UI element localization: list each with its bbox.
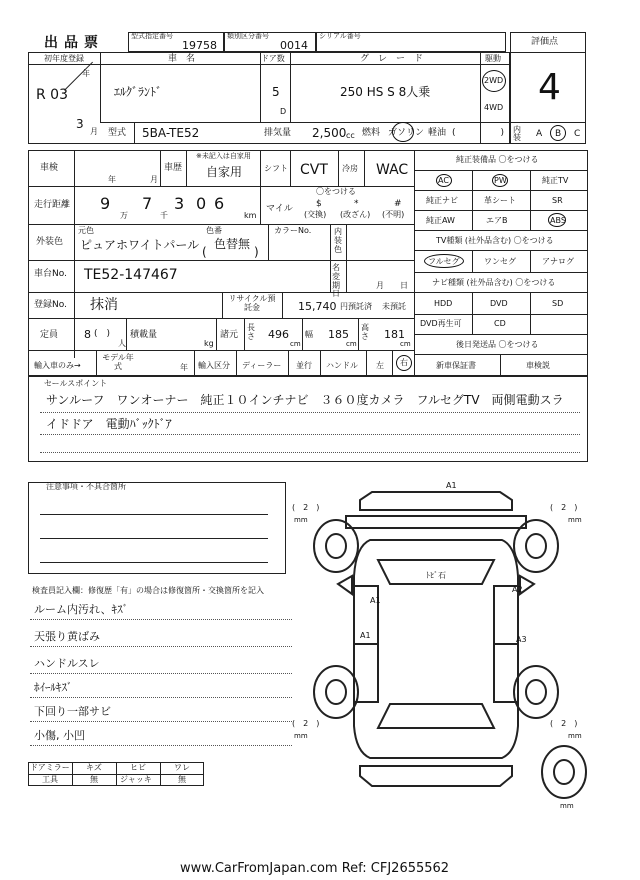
shift-label: シフト (264, 164, 288, 173)
cc-unit: cc (346, 131, 355, 140)
tire-depth: ( 2 ) (292, 503, 320, 512)
equip-tv: 純正TV (542, 176, 569, 185)
tire-depth: ( 2 ) (292, 719, 320, 728)
note-item: 天張り黄ばみ (34, 630, 100, 643)
grade-label: グ レ ー ド (360, 54, 424, 64)
handle-right: 右 (400, 358, 408, 367)
tv-oneseg: ワンセグ (484, 257, 516, 266)
model-year-unit: 年 (180, 363, 188, 372)
damage-mark: A1 (360, 631, 371, 640)
later-inspection-cert: 車検説 (526, 361, 550, 370)
color-label: 外装色 (36, 237, 64, 247)
recycle-amount: 15,740 (298, 300, 337, 313)
mileage-digit: 3 (174, 194, 185, 213)
color-no-label: カラーNo. (274, 226, 312, 235)
inspection-month-unit: 月 (150, 175, 158, 184)
height-label: 高さ (361, 323, 369, 341)
odo-opt-sub: (改ざん) (340, 210, 371, 219)
inspection-label: 車検 (40, 163, 59, 173)
model-code: 5BA-TE52 (142, 126, 200, 140)
length-cm: cm (290, 340, 301, 348)
interior-a: A (536, 129, 543, 139)
equip-leather: 革シート (484, 196, 516, 205)
car-diagram (286, 476, 596, 812)
name-change-label: 名変期日 (332, 263, 340, 299)
drive-label: 駆動 (485, 54, 501, 63)
chassis-value: TE52-147467 (84, 267, 178, 283)
tire-mm: mm (294, 516, 308, 524)
tire-mm: mm (568, 732, 582, 740)
note-item: ハンドルスレ (34, 657, 100, 670)
damage-mark: A3 (516, 635, 527, 644)
navi-hdd: HDD (434, 299, 453, 308)
note-item: 下回り一部サビ (34, 705, 111, 718)
height-value: 181 (384, 328, 405, 341)
person-unit: 人 (118, 339, 126, 348)
kg-unit: kg (204, 339, 214, 348)
reg-value: 抹消 (90, 297, 118, 313)
mileage-digit: 7 (142, 194, 153, 213)
mile-label: マイル (266, 204, 293, 214)
navi-dvd-play: DVD再生可 (420, 319, 462, 328)
displacement: 2,500 (312, 126, 347, 140)
import-dealer: ディーラー (242, 361, 282, 370)
mileage-sen: 千 (160, 211, 168, 220)
legend-value: ジャッキ (120, 775, 152, 784)
usage-value: 自家用 (206, 165, 243, 179)
navi-sd: SD (552, 299, 564, 308)
navi-cd: CD (494, 319, 506, 328)
grade-value: 250 HS S 8人乗 (340, 85, 431, 99)
odo-opt-sub: (交換) (304, 210, 327, 219)
doors-label: ドア数 (261, 54, 285, 63)
sheet-title: 出品票 (44, 35, 104, 51)
year-unit: 年 (82, 69, 90, 78)
equip-airbag: エアB (486, 216, 508, 225)
name-change-day: 日 (400, 281, 408, 290)
color-num-label: 色番 (206, 226, 222, 235)
import-type-label: 輸入区分 (198, 361, 230, 370)
fuel-label: 燃料 (362, 128, 381, 138)
handle-left: 左 (376, 361, 384, 370)
legend-value: 無 (90, 775, 98, 784)
height-cm: cm (400, 340, 411, 348)
navi-dvd: DVD (490, 299, 508, 308)
odo-opt-sym: # (394, 199, 402, 209)
car-name: ｴﾙｸﾞﾗﾝﾄﾞ (114, 85, 163, 99)
navi-label: ナビ種類 (社外品含む) 〇をつける (432, 278, 556, 287)
serial-label: シリアル番号 (319, 32, 361, 40)
chassis-label: 車台No. (34, 269, 67, 279)
tire-mm: mm (294, 732, 308, 740)
interior-color-label: 内装色 (334, 227, 342, 254)
shift-value: CVT (300, 162, 328, 178)
tire-depth: ( 2 ) (550, 719, 578, 728)
import-parallel: 並行 (296, 361, 312, 370)
mileage-label: 走行距離 (34, 200, 71, 210)
usage-note: ※未記入は自家用 (196, 152, 251, 160)
drive-2wd: 2WD (484, 76, 504, 85)
note-item: ﾎｲｰﾙｷｽﾞ (34, 681, 73, 694)
inspector-label: 検査員記入欄：修復歴「有」の場合は修復箇所・交換箇所を記入 (32, 586, 264, 595)
model-code-label: 型式 (108, 128, 127, 138)
class-no: 0014 (280, 39, 308, 52)
tv-label: TV種類 (社外品含む) 〇をつける (436, 236, 554, 245)
oil-paren: ( ) (452, 128, 505, 138)
mileage-digit: 0 (196, 194, 207, 213)
mileage-man: 万 (120, 211, 128, 220)
color-orig-label: 元色 (78, 226, 94, 235)
model-cert-no: 19758 (182, 39, 217, 52)
color-paren-open: ( (202, 245, 207, 259)
equip-sr: SR (552, 196, 563, 205)
equip-ac: AC (438, 176, 449, 185)
equip-std-label: 純正装備品 〇をつける (456, 155, 539, 164)
door-type: D (280, 107, 287, 116)
caution-label: 注意事項・不具合箇所 (46, 482, 126, 491)
sales-line-1: サンルーフ ワンオーナー 純正１０インチナビ ３６０度カメラ フルセグTV 両側電動スラ (46, 393, 564, 407)
load-label: 積載量 (130, 330, 158, 340)
legend-header: ヒビ (130, 763, 146, 772)
displacement-label: 排気量 (264, 128, 292, 138)
capacity-label: 定員 (40, 330, 59, 340)
ac-value: WAC (376, 162, 409, 178)
legend-header: キズ (86, 763, 102, 772)
model-year-label: モデル年式 (102, 353, 134, 371)
damage-mark: ﾄﾋﾞ石 (426, 571, 446, 580)
sales-line-2: イドドア 電動ﾊﾞｯｸﾄﾞｱ (46, 417, 172, 431)
odo-opt-sub: (不明) (382, 210, 405, 219)
equip-pw: PW (494, 176, 507, 185)
model-cert-label: 型式指定番号 (131, 32, 173, 40)
interior-c: C (574, 129, 581, 139)
damage-mark: A1 (370, 596, 381, 605)
doors-value: 5 (272, 85, 280, 99)
width-cm: cm (346, 340, 357, 348)
equip-aw: 純正AW (426, 216, 455, 225)
note-item: ルーム内汚れ、ｷｽﾞ (34, 603, 129, 616)
capacity-value: 8 (84, 328, 91, 341)
mileage-digit: 6 (214, 194, 225, 213)
legend-value: 工具 (42, 775, 58, 784)
color-value: ピュアホワイトパール (80, 238, 200, 252)
dims-label: 諸元 (220, 330, 239, 340)
odo-circle-note: 〇をつける (316, 187, 356, 196)
interior-b: B (555, 129, 562, 139)
name-change-month: 月 (376, 281, 384, 290)
capacity-paren: ( ) (94, 329, 111, 339)
recycle-unit: 円預託済 (340, 302, 372, 311)
light-oil-label: 軽油 (428, 128, 447, 138)
first-reg-month: 3 (76, 117, 84, 131)
tire-depth: ( 2 ) (550, 503, 578, 512)
recycle-unpaid: 未預託 (382, 302, 406, 311)
later-warranty: 新車保証書 (436, 361, 476, 370)
recycle-label: リサイクル預託金 (228, 294, 276, 312)
first-reg-era: R 03 (36, 87, 68, 103)
legend-header: ワレ (174, 763, 190, 772)
width-label: 幅 (305, 330, 313, 339)
drive-4wd: 4WD (484, 103, 504, 112)
handle-label: ハンドル (326, 361, 358, 370)
length-value: 496 (268, 328, 289, 341)
tire-mm: mm (568, 516, 582, 524)
reg-label: 登録No. (34, 300, 67, 310)
damage-mark: A2 (512, 585, 523, 594)
class-label: 類別区分番号 (227, 32, 269, 40)
length-label: 長さ (247, 323, 255, 341)
tv-analog: アナログ (542, 257, 574, 266)
inspection-year-unit: 年 (108, 175, 116, 184)
later-label: 後日発送品 〇をつける (456, 340, 539, 349)
month-unit: 月 (90, 127, 98, 136)
tv-fullseg: フルセグ (428, 257, 460, 266)
fuel-value: ガソリン (388, 128, 425, 138)
mileage-km: km (244, 211, 257, 220)
mileage-digit: 9 (100, 194, 111, 213)
usage-label: 車歴 (164, 163, 183, 173)
odo-opt-sym: $ (316, 199, 322, 209)
legend-header: ドアミラー (30, 763, 70, 772)
equip-abs: ABS (550, 216, 566, 225)
import-label: 輸入車のみ→ (34, 361, 81, 370)
tire-mm: mm (560, 802, 574, 810)
damage-mark: A1 (446, 481, 457, 490)
legend-value: 無 (178, 775, 186, 784)
interior-label: 内装 (513, 125, 521, 142)
color-change: 色替無 (214, 237, 251, 251)
sales-label: セールスポイント (44, 379, 108, 388)
ac-label: 冷房 (342, 164, 358, 173)
equip-navi: 純正ナビ (426, 196, 458, 205)
rating-label: 評価点 (531, 37, 559, 47)
odo-opt-sym: * (354, 199, 359, 209)
note-item: 小傷, 小凹 (34, 729, 85, 742)
car-name-label: 車 名 (168, 54, 196, 64)
first-reg-label: 初年度登録 (44, 54, 84, 63)
footer-ref: www.CarFromJapan.com Ref: CFJ2655562 (180, 861, 450, 876)
width-value: 185 (328, 328, 349, 341)
rating-value: 4 (538, 67, 561, 108)
color-paren-close: ) (254, 245, 259, 259)
